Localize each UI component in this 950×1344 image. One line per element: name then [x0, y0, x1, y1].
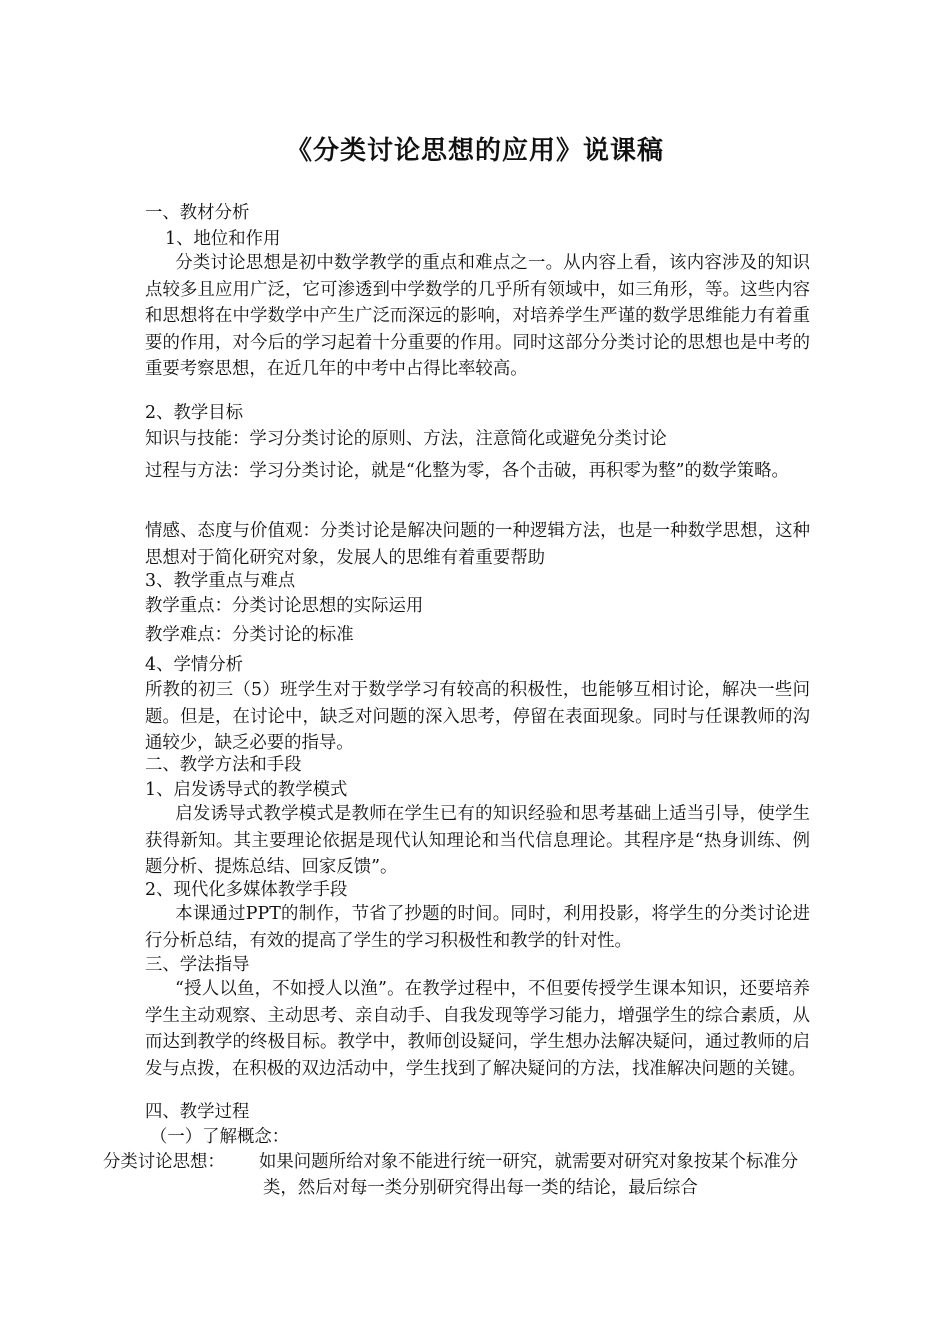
goal-knowledge-skills: 知识与技能：学习分类讨论的原则、方法，注意简化或避免分类讨论 [145, 429, 667, 449]
definition-term: 分类讨论思想： [103, 1152, 225, 1172]
paragraph-learning-guidance [145, 976, 810, 1082]
key-point: 教学重点：分类讨论思想的实际运用 [145, 596, 424, 616]
goal-emotion-values: 情感、态度与价值观：分类讨论是解决问题的一种逻辑方法，也是一种数学思想，这种思想对于简化研究对象，发展人的思维有着重要帮助 [145, 521, 810, 568]
paragraph-position-role [145, 250, 810, 383]
paragraph-learner-analysis: 所教的初三（5）班学生对于数学学习有较高的积极性，也能够互相讨论，解决一些问题。但是，在讨论中，缺乏对问题的深入思考，停留在表面现象。同时与任课教师的沟通较少，缺乏必要的指导。 [145, 680, 810, 753]
subheading-concept: （一）了解概念： [150, 1127, 290, 1147]
paragraph-heuristic-model [145, 801, 810, 881]
subheading-heuristic-model: 1、启发诱导式的教学模式 [145, 780, 348, 800]
paragraph-heuristic-model-text: 启发诱导式教学模式是教师在学生已有的知识经验和思考基础上适当引导，使学生获得新知。其主要理论依据是现代认知理论和当代信息理论。其程序是“热身训练、例题分析、提炼总结、回家反馈”。 [145, 804, 810, 877]
subheading-position-role: 1、地位和作用 [165, 229, 281, 249]
section-heading-3: 三、学法指导 [145, 955, 250, 975]
definition-body: 如果问题所给对象不能进行统一研究，就需要对研究对象按某个标准分类，然后对每一类分别研究得出每一类的结论，最后综合 [259, 1152, 799, 1198]
paragraph-learning-guidance-text: “授人以鱼，不如授人以渔”。在教学过程中，不但要传授学生课本知识，还要培养学生主动观察、主动思考、亲自动手、自我发现等学习能力，增强学生的综合素质，从而达到教学的终极目标。教学中，教师创设疑问，学生想办法解决疑问，通过教师的启发与点拨，在积极的双边活动中，学生找到了解决疑问的方法，找准解决问题的关键。 [145, 979, 810, 1079]
difficult-point: 教学难点：分类讨论的标准 [145, 625, 354, 645]
section-heading-4: 四、教学过程 [145, 1102, 250, 1122]
subheading-key-difficult-points: 3、教学重点与难点 [145, 571, 296, 591]
subheading-multimedia: 2、现代化多媒体教学手段 [145, 880, 348, 900]
document-title: 《分类讨论思想的应用》说课稿 [285, 136, 664, 166]
paragraph-multimedia-text: 本课通过PPT的制作，节省了抄题的时间。同时，利用投影，将学生的分类讨论进行分析总结，有效的提高了学生的学习积极性和教学的针对性。 [145, 904, 810, 951]
subheading-learner-analysis: 4、学情分析 [145, 655, 244, 675]
paragraph-multimedia [145, 901, 810, 954]
paragraph-position-role-text: 分类讨论思想是初中数学教学的重点和难点之一。从内容上看，该内容涉及的知识点较多且应用广泛，它可渗透到中学数学的几乎所有领域中，如三角形，等。这些内容和思想将在中学数学中产生广泛而深远的影响，对培养学生严谨的数学思维能力有着重要的作用，对今后的学习起着十分重要的作用。同时这部分分类讨论的思想也是中考的重要考察思想，在近几年的中考中占得比率较高。 [145, 253, 810, 379]
section-heading-1: 一、教材分析 [145, 203, 250, 223]
goal-process-methods: 过程与方法：学习分类讨论，就是“化整为零，各个击破，再积零为整”的数学策略。 [145, 461, 789, 481]
subheading-teaching-goals: 2、教学目标 [145, 403, 244, 423]
section-heading-2: 二、教学方法和手段 [145, 755, 302, 775]
